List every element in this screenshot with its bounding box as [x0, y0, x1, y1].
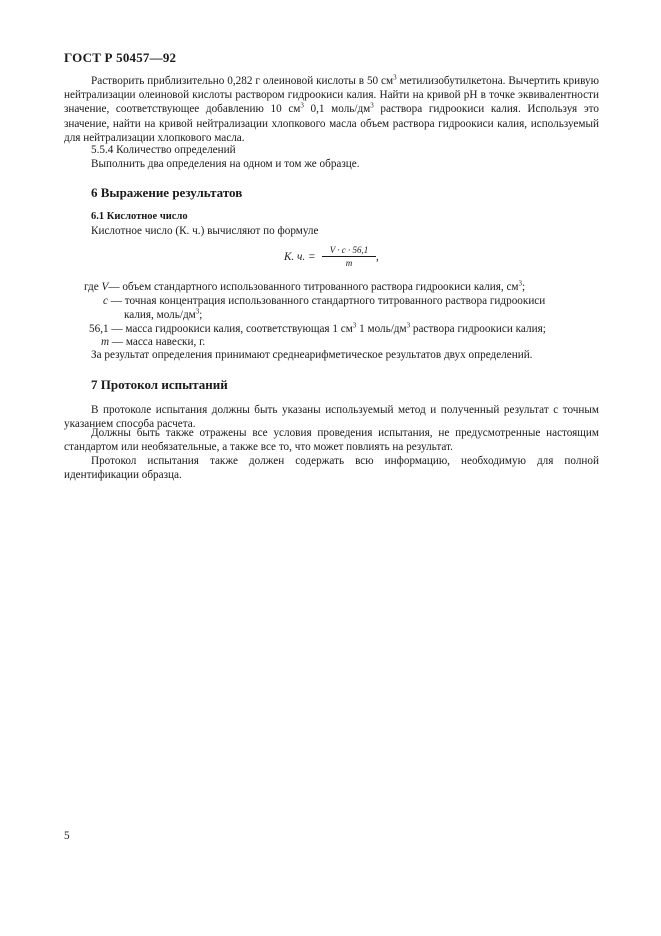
definition-c-text: — точная концентрация использованного стандартного титрованного раствора гидроокиси — [110, 295, 546, 307]
definition-c-continued: калия, моль/$дм^3$; — [124, 307, 203, 321]
item-5-5-4-text: Выполнить два определения на одном и том же образце. — [91, 158, 360, 170]
definition-v-symbol: V — [101, 281, 109, 293]
definition-where: где — [84, 281, 99, 293]
formula-fraction — [322, 245, 376, 268]
definition-m-symbol: m — [101, 336, 110, 348]
document-header: ГОСТ Р 50457—92 — [64, 50, 177, 65]
definition-56-1-symbol: 56,1 — [89, 323, 109, 335]
section-7-heading: 7 Протокол испытаний — [91, 377, 228, 392]
section-6-1-heading: 6.1 Кислотное число — [91, 211, 188, 222]
definition-v-text: — объем стандартного использованного титрованного раствора гидроокиси калия, см — [108, 281, 519, 293]
acid-number-formula — [284, 245, 404, 275]
result-text: За результат определения принимают среднеарифметическое результатов двух определений. — [91, 349, 533, 361]
definition-c-symbol: c — [103, 295, 108, 307]
section-6-1-text: Кислотное число (К. ч.) вычисляют по формуле — [91, 225, 319, 237]
formula-denominator: m — [345, 258, 353, 268]
definition-m-text: — масса навески, г. — [111, 336, 206, 348]
section-7-paragraph-2: Должны быть также отражены все условия проведения испытания, не предусмотренные настоящим стандартом или необязательные, а также все то, что может повлиять на результат. — [64, 427, 599, 454]
item-5-5-4-heading: 5.5.4 Количество определений — [91, 144, 236, 156]
section-7-paragraph-3: Протокол испытания также должен содержать всю информацию, необходимую для полной идентификации образца. — [64, 455, 599, 482]
formula-lhs: К. ч. = — [284, 251, 316, 263]
paragraph-oleic-acid: Растворить приблизительно 0,282 г олеиновой кислоты в 50 $см^3$ метилизобутилкетона. Вычертить кривую нейтрализации олеиновой кислоты раствором гидроокиси калия. Найти на кривой рН в точке эквивалентности значение, соответствующее добавлению 10 $см^3$ 0,1 моль/$дм^3$ раствора гидроокиси калия. Используя это значение, найти на кривой нейтрализации хлопкового масла объем раствора гидроокиси калия, используемый для нейтрализации хлопкового масла. — [64, 73, 599, 144]
section-6-heading: 6 Выражение результатов — [91, 185, 243, 200]
formula-numerator: V · c · 56,1 — [322, 245, 376, 257]
section-7-paragraph-1: В протоколе испытания должны быть указаны используемый метод и полученный результат с точным указанием способа расчета. — [64, 404, 599, 431]
definition-v: где V— объем стандартного использованного титрованного раствора гидроокиси калия, $см^3$; — [84, 279, 526, 293]
definition-c — [103, 294, 545, 308]
definition-56-1: 56,1 — масса гидроокиси калия, соответствующая 1 $см^3$ 1 моль/$дм^3$ раствора гидроокиси калия; — [89, 321, 546, 335]
formula-tail: , — [376, 251, 379, 263]
page-number: 5 — [64, 830, 70, 842]
